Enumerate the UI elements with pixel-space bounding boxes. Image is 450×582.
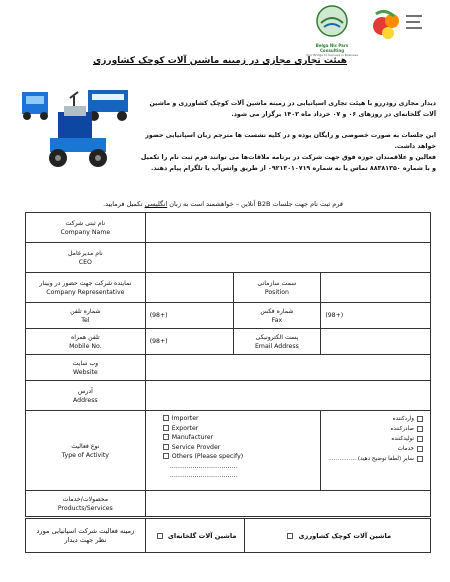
form-intro	[58, 200, 388, 208]
activity-option-label: ……………………………	[169, 462, 238, 470]
activity-option-label: Service Provder	[171, 443, 221, 451]
intro-text-pre: فرم ثبت نام جهت جلسات	[272, 200, 343, 208]
activity-checkbox[interactable]	[163, 415, 169, 421]
activity-checkbox[interactable]	[163, 444, 169, 450]
activity-option-en[interactable]	[160, 414, 321, 424]
activity-en-options	[145, 411, 321, 491]
activity-option-en[interactable]	[160, 433, 321, 443]
activity-option-label: Importer	[171, 415, 199, 422]
belga-logo	[306, 4, 359, 57]
intro-text-english: انگلیسی	[144, 200, 168, 208]
activity-option-fa[interactable]	[321, 414, 426, 424]
address-field[interactable]	[145, 381, 430, 411]
activity-option-en[interactable]	[160, 462, 321, 472]
page-title: هیئت تجاری مجازی در زمینه ماشین آلات کوچک کشاورزی	[92, 56, 348, 66]
mobile-label: تلفن همراه Mobile No.	[26, 329, 146, 355]
option-greenhouse[interactable]	[145, 519, 245, 553]
activity-option-en[interactable]	[160, 452, 321, 462]
option-agri[interactable]	[245, 519, 431, 553]
intro-paragraph-2: این جلسات به صورت خصوصی و رایگان بوده و در کلیه نشست ها مترجم زبان اسپانیایی حضور خواهد داشت.	[145, 132, 436, 150]
chamber-logo	[362, 4, 426, 46]
position-field[interactable]	[321, 273, 431, 303]
activity-checkbox[interactable]	[417, 436, 423, 442]
activity-checkbox[interactable]	[417, 456, 423, 462]
activity-option-label: Manufacturer	[171, 434, 214, 441]
activity-checkbox[interactable]	[417, 446, 423, 452]
activity-option-fa[interactable]	[321, 454, 426, 464]
logo-caption: Belga Nic Pars Consulting	[315, 43, 349, 53]
activity-fa-options	[321, 411, 431, 491]
ceo-label: نام مدیرعامل CEO	[26, 243, 146, 273]
products-label: محصولات/خدمات Products/Services	[26, 491, 146, 517]
activity-option-en[interactable]	[160, 471, 321, 481]
activity-checkbox[interactable]	[163, 434, 169, 440]
activity-option-label: واردکننده	[392, 416, 414, 422]
activity-label: نوع فعالیت Type of Activity	[26, 411, 146, 491]
address-label: آدرس Address	[26, 381, 146, 411]
fax-field[interactable]	[321, 303, 431, 329]
representative-label: نماینده شرکت جهت حضور در وبینار Company Representative	[26, 273, 146, 303]
products-field[interactable]	[145, 491, 430, 517]
mobile-field[interactable]	[145, 329, 233, 355]
mobile-country-code: (98+)	[149, 338, 168, 345]
intro-paragraph-1: دیدار مجازی رودررو با هیئت تجاری اسپانیایی در زمینه ماشین آلات کوچک کشاورزی و ماشین آلات گلخانه‌ای در روزهای ۰۶ و ۰۷ خرداد ماه ۱۴۰۲ برگزار می شود.	[149, 100, 436, 118]
activity-checkbox[interactable]	[163, 453, 169, 459]
email-label: پست الکترونیکی Email Address	[233, 329, 321, 355]
logo-subcaption: Your Bridge to Success in Business	[306, 53, 359, 57]
activity-option-fa[interactable]	[321, 424, 426, 434]
ceo-field[interactable]	[145, 243, 430, 273]
greenhouse-label: ماشین آلات گلخانه‌ای	[167, 531, 237, 540]
registration-form	[25, 212, 431, 517]
greenhouse-checkbox[interactable]	[157, 533, 163, 539]
machinery-photo	[18, 88, 138, 172]
agri-checkbox[interactable]	[287, 533, 293, 539]
activity-checkbox[interactable]	[163, 425, 169, 431]
activity-option-en[interactable]	[160, 443, 321, 453]
company-name-field[interactable]	[145, 213, 430, 243]
intro-text-post: تکمیل فرمایید.	[103, 200, 143, 208]
position-label: سمت سازمانی Position	[233, 273, 321, 303]
activity-option-fa[interactable]	[321, 444, 426, 454]
tel-label: شماره تلفن Tel	[26, 303, 146, 329]
activity-option-label: تولیدکننده	[391, 436, 414, 442]
tel-field[interactable]	[145, 303, 233, 329]
intro-text-b2b: B2B	[257, 200, 271, 208]
website-label: وب سایت Website	[26, 355, 146, 381]
representative-field[interactable]	[145, 273, 233, 303]
activity-checkbox[interactable]	[417, 426, 423, 432]
tel-country-code: (98+)	[149, 312, 168, 319]
activity-option-label: Others (Please specify)	[171, 453, 244, 460]
intro-paragraph-3: فعالین و علاقمندان حوزه فوق جهت شرکت در برنامه ملاقات‌ها می توانند فرم ثبت نام را تکمیل و با شماره ۸۸۳۸۱۳۵۰ تماس یا به شماره ۰۹۲۱۳۰۱۰۷۱۹ از طریق واتس‌آپ یا تلگرام پیام دهند.	[140, 154, 436, 172]
target-activity-label: زمینه فعالیت شرکت اسپانیایی مورد نظر جهت دیدار	[26, 519, 146, 553]
activity-option-en[interactable]	[160, 424, 321, 434]
company-name-label: نام ثبتی شرکت Company Name	[26, 213, 146, 243]
target-activity-table	[25, 518, 431, 553]
activity-option-label: صادرکننده	[390, 426, 414, 432]
activity-option-label: Exporter	[171, 424, 199, 432]
agri-label: ماشین آلات کوچک کشاورزی	[298, 531, 392, 540]
activity-option-label: خدمات	[397, 446, 414, 452]
fax-country-code: (98+)	[325, 312, 344, 319]
activity-checkbox[interactable]	[417, 416, 423, 422]
activity-option-label: سایر (لطفا توضیح دهید) ……………	[328, 456, 414, 462]
intro-text-mid: آنلاین – خواهشمند است به زبان	[169, 200, 256, 208]
email-field[interactable]	[321, 329, 431, 355]
activity-option-label: ……………………………	[169, 472, 238, 479]
fax-label: شماره فکس Fax	[233, 303, 321, 329]
activity-option-fa[interactable]	[321, 434, 426, 444]
website-field[interactable]	[145, 355, 430, 381]
